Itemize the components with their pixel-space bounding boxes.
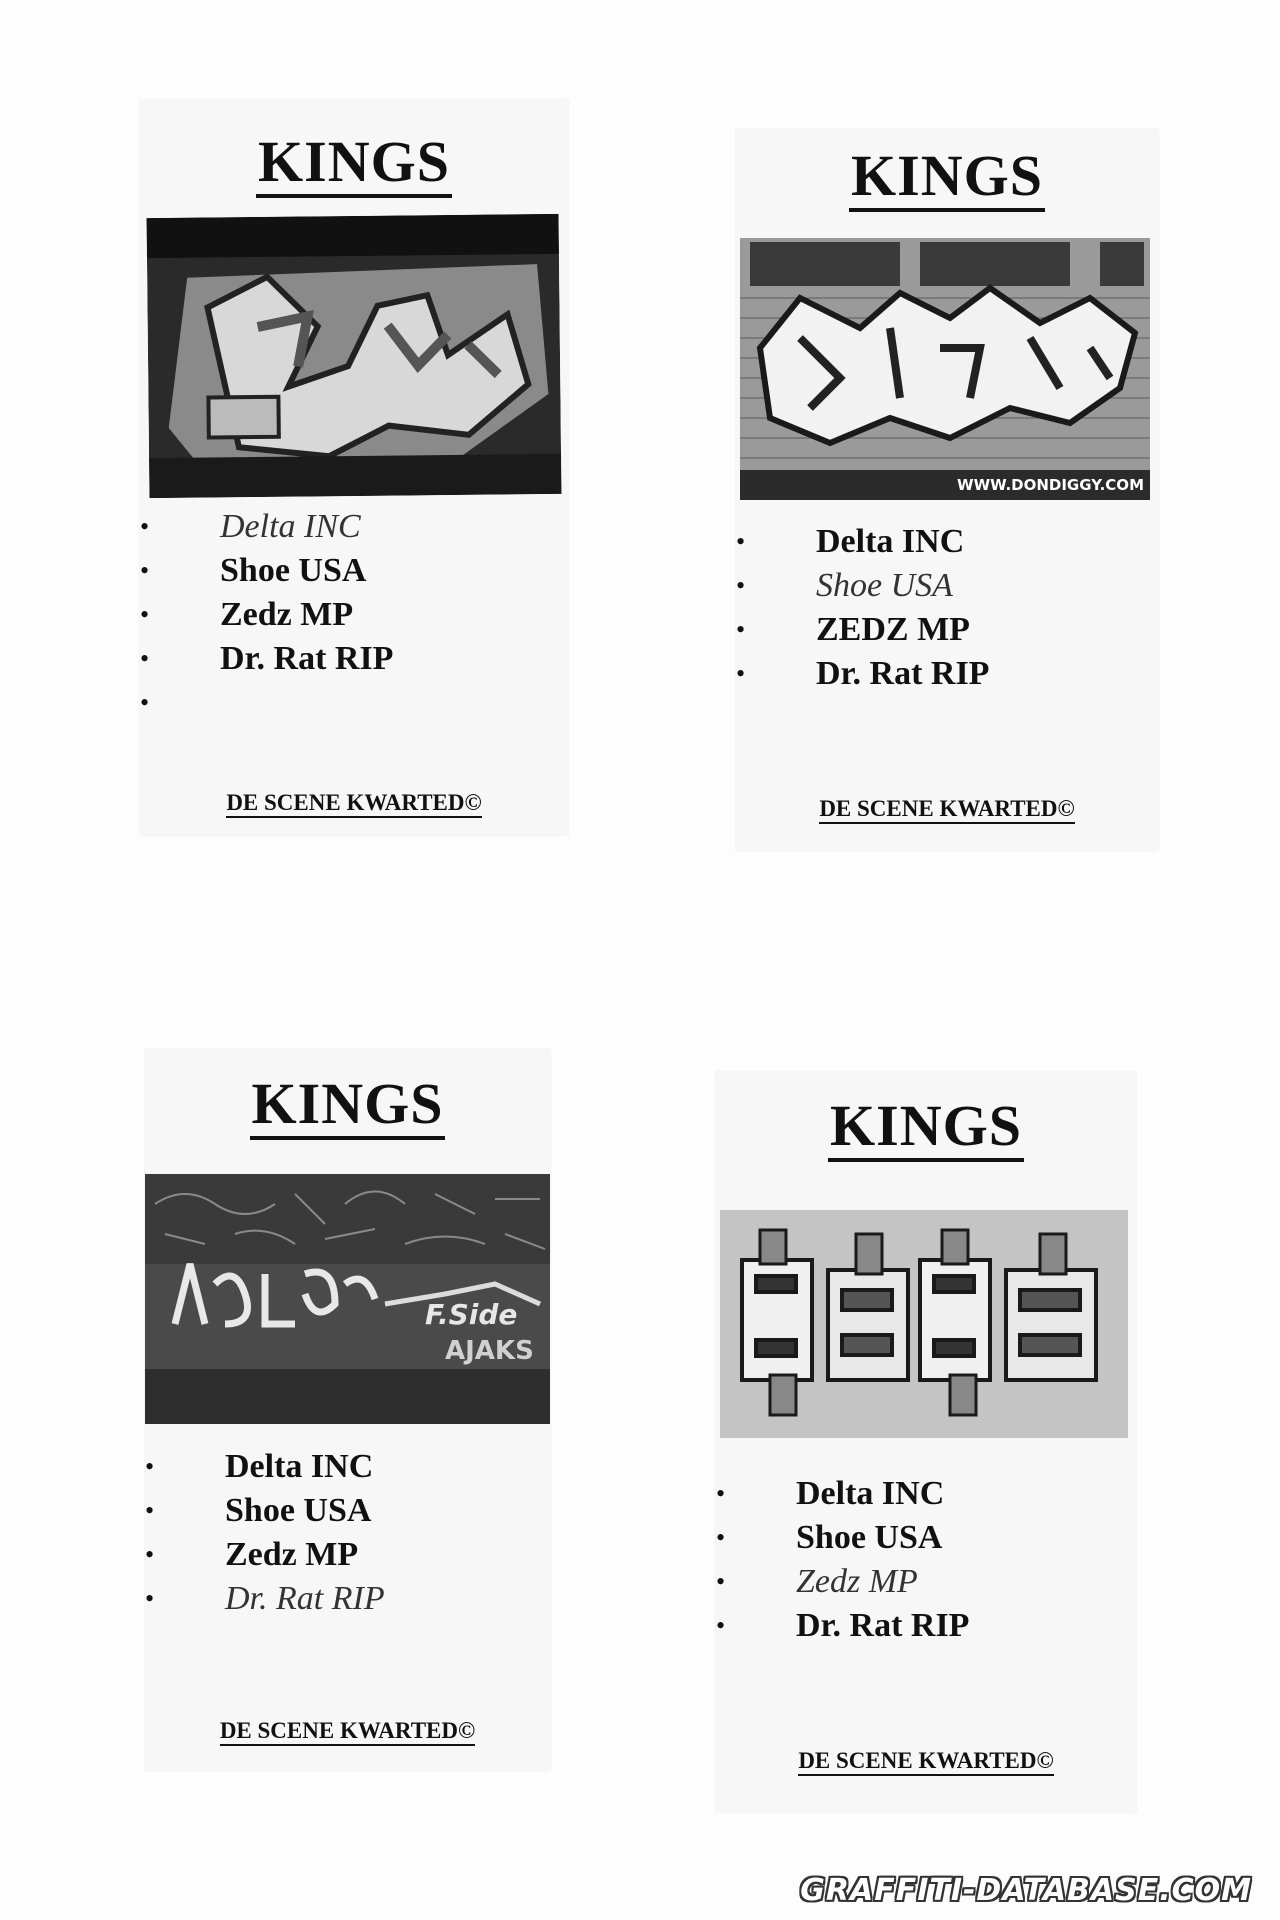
member-name: Delta INC	[225, 1448, 374, 1485]
graffiti-photo	[740, 238, 1150, 500]
bullet-icon: •	[736, 615, 746, 644]
member-item	[716, 1472, 1136, 1516]
member-name: Delta INC	[220, 508, 361, 545]
bullet-icon: •	[716, 1611, 726, 1640]
bullet-icon: •	[145, 1540, 155, 1569]
card-footer: DE SCENE KWARTED©	[145, 1718, 550, 1744]
kings-card-4	[716, 1072, 1136, 1812]
member-item	[145, 1577, 550, 1621]
member-name: Zedz MP	[796, 1563, 918, 1600]
site-watermark: GRAFFITI-DATABASE.COM	[800, 1873, 1252, 1908]
card-title: KINGS	[140, 128, 568, 195]
kings-card-1	[140, 100, 568, 835]
member-name: Shoe USA	[225, 1492, 372, 1529]
member-item	[716, 1604, 1136, 1648]
member-list	[736, 520, 1158, 696]
member-name: ZEDZ MP	[816, 611, 970, 648]
bullet-icon: •	[140, 688, 150, 717]
card-footer: DE SCENE KWARTED©	[716, 1748, 1136, 1774]
member-item	[716, 1516, 1136, 1560]
member-name: Dr. Rat RIP	[796, 1607, 970, 1644]
bullet-icon: •	[736, 571, 746, 600]
kings-card-3	[145, 1050, 550, 1770]
member-item	[140, 637, 568, 681]
bullet-icon: •	[145, 1584, 155, 1613]
bullet-icon: •	[140, 512, 150, 541]
member-item	[145, 1533, 550, 1577]
card-title: KINGS	[145, 1070, 550, 1137]
bullet-icon: •	[140, 556, 150, 585]
card-title: KINGS	[716, 1092, 1136, 1159]
member-name: Dr. Rat RIP	[816, 655, 990, 692]
bullet-icon: •	[716, 1479, 726, 1508]
member-item	[145, 1489, 550, 1533]
member-name: Shoe USA	[796, 1519, 943, 1556]
member-list	[716, 1472, 1136, 1648]
bullet-icon: •	[140, 600, 150, 629]
svg-text:AJAKS: AJAKS	[445, 1336, 534, 1366]
member-item	[736, 564, 1158, 608]
member-name: Delta INC	[816, 523, 965, 560]
member-item	[736, 520, 1158, 564]
bullet-icon: •	[736, 527, 746, 556]
kings-card-2	[736, 130, 1158, 850]
photo-caption: WWW.DONDIGGY.COM	[957, 476, 1144, 494]
member-item	[140, 593, 568, 637]
card-footer: DE SCENE KWARTED©	[736, 796, 1158, 822]
member-name: Dr. Rat RIP	[225, 1580, 385, 1617]
member-item	[145, 1445, 550, 1489]
bullet-icon: •	[716, 1567, 726, 1596]
member-name: Zedz MP	[220, 596, 354, 633]
member-name: Dr. Rat RIP	[220, 640, 394, 677]
graffiti-photo	[720, 1210, 1128, 1438]
card-footer: DE SCENE KWARTED©	[140, 790, 568, 816]
member-name: Shoe USA	[220, 552, 367, 589]
member-item-empty	[140, 681, 568, 725]
member-name: Shoe USA	[816, 567, 953, 604]
bullet-icon: •	[140, 644, 150, 673]
member-name: Zedz MP	[225, 1536, 359, 1573]
graffiti-photo	[145, 1174, 550, 1424]
member-item	[716, 1560, 1136, 1604]
member-item	[736, 652, 1158, 696]
member-list	[140, 505, 568, 725]
member-list	[145, 1445, 550, 1621]
bullet-icon: •	[716, 1523, 726, 1552]
svg-text:F.Side: F.Side	[425, 1298, 518, 1331]
member-item	[736, 608, 1158, 652]
member-item	[140, 549, 568, 593]
card-title: KINGS	[736, 142, 1158, 209]
member-item	[140, 505, 568, 549]
bullet-icon: •	[145, 1496, 155, 1525]
graffiti-photo	[147, 214, 562, 498]
bullet-icon: •	[736, 659, 746, 688]
member-name: Delta INC	[796, 1475, 945, 1512]
bullet-icon: •	[145, 1452, 155, 1481]
